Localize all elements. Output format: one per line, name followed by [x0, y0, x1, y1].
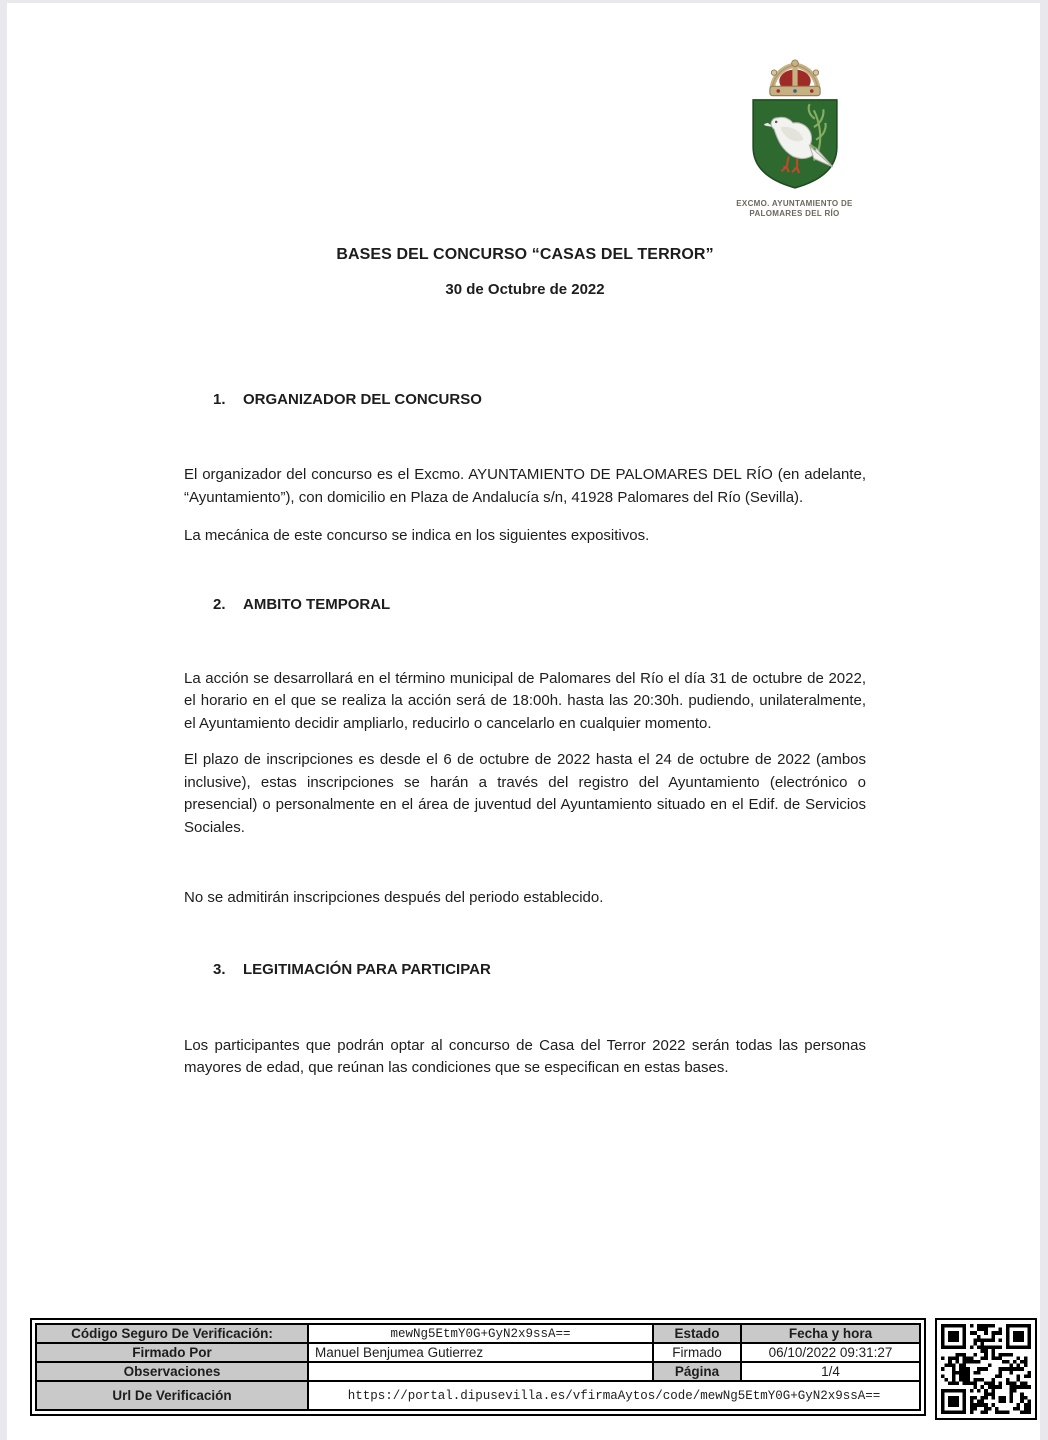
- paragraph: El plazo de inscripciones es desde el 6 de octubre de 2022 hasta el 24 de octubre de 2022 (ambos inclusive), estas inscripciones se harán a través del registro del Ayuntamiento (electrónico o presencial) o personalmente en el área de juventud del Ayuntamiento situado en el Edif. de Servicios Sociales.: [184, 751, 866, 836]
- qr-code-icon: [941, 1324, 1031, 1414]
- observaciones-label: Observaciones: [36, 1362, 308, 1381]
- csv-value: mewNg5EtmY0G+GyN2x9ssA==: [308, 1324, 653, 1343]
- paragraph: La mecánica de este concurso se indica en los siguientes expositivos.: [184, 527, 650, 544]
- table-row: [36, 1381, 920, 1410]
- url-label: Url De Verificación: [36, 1381, 308, 1410]
- qr-box: [935, 1318, 1037, 1420]
- section-2-title: AMBITO TEMPORAL: [243, 595, 391, 613]
- section-2-number: 2.: [213, 595, 226, 613]
- section-1-number: 1.: [213, 391, 226, 408]
- table-row: [36, 1362, 920, 1381]
- paragraph: La acción se desarrollará en el término municipal de Palomares del Río el día 31 de octubre de 2022, el horario en el que se realiza la acción será de 18:00h. hasta las 20:30h. pudiendo, unilateralmente, el Ayuntamiento decidir ampliarlo, reducirlo o cancelarlo en cualquier momento.: [184, 669, 866, 732]
- section-1-title: ORGANIZADOR DEL CONCURSO: [243, 391, 482, 408]
- table-row: [36, 1343, 920, 1362]
- paragraph: El organizador del concurso es el Excmo. AYUNTAMIENTO DE PALOMARES DEL RÍO (en adelante, “Ayuntamiento”), con domicilio en Plaza de Andalucía s/n, 41928 Palomares del Río (Sevilla).: [184, 466, 866, 506]
- paragraph: Los participantes que podrán optar al concurso de Casa del Terror 2022 serán todas las personas mayores de edad, que reúnan las condiciones que se especifican en estas bases.: [184, 1036, 866, 1076]
- table-row: [36, 1324, 920, 1343]
- verification-table: [30, 1318, 926, 1416]
- document-content: [184, 3, 866, 1080]
- paragraph: No se admitirán inscripciones después del periodo establecido.: [184, 889, 604, 906]
- observaciones-value: [308, 1362, 653, 1381]
- document-page: [7, 3, 1040, 1440]
- section-1-heading: [184, 391, 866, 409]
- logo-caption-line1: EXCMO. AYUNTAMIENTO DE: [736, 199, 853, 208]
- firmado-value: Manuel Benjumea Gutierrez: [308, 1343, 653, 1362]
- section-3-number: 3.: [213, 960, 226, 978]
- estado-value: Firmado: [653, 1343, 741, 1362]
- document-date: 30 de Octubre de 2022: [445, 281, 605, 298]
- csv-label: Código Seguro De Verificación:: [36, 1324, 308, 1343]
- url-value: https://portal.dipusevilla.es/vfirmaAytos/code/mewNg5EtmY0G+GyN2x9ssA==: [308, 1381, 920, 1410]
- section-2-heading: [184, 596, 866, 614]
- section-3-heading: [184, 961, 866, 979]
- estado-label: Estado: [653, 1324, 741, 1343]
- verification-footer: [30, 1318, 1037, 1420]
- document-title: BASES DEL CONCURSO “CASAS DEL TERROR”: [336, 246, 714, 263]
- firmado-label: Firmado Por: [36, 1343, 308, 1362]
- pagina-value: 1/4: [741, 1362, 920, 1381]
- logo-caption-line2: PALOMARES DEL RÍO: [749, 209, 840, 218]
- fecha-label: Fecha y hora: [741, 1324, 920, 1343]
- section-3-title: LEGITIMACIÓN PARA PARTICIPAR: [243, 960, 491, 978]
- pagina-label: Página: [653, 1362, 741, 1381]
- fecha-value: 06/10/2022 09:31:27: [741, 1343, 920, 1362]
